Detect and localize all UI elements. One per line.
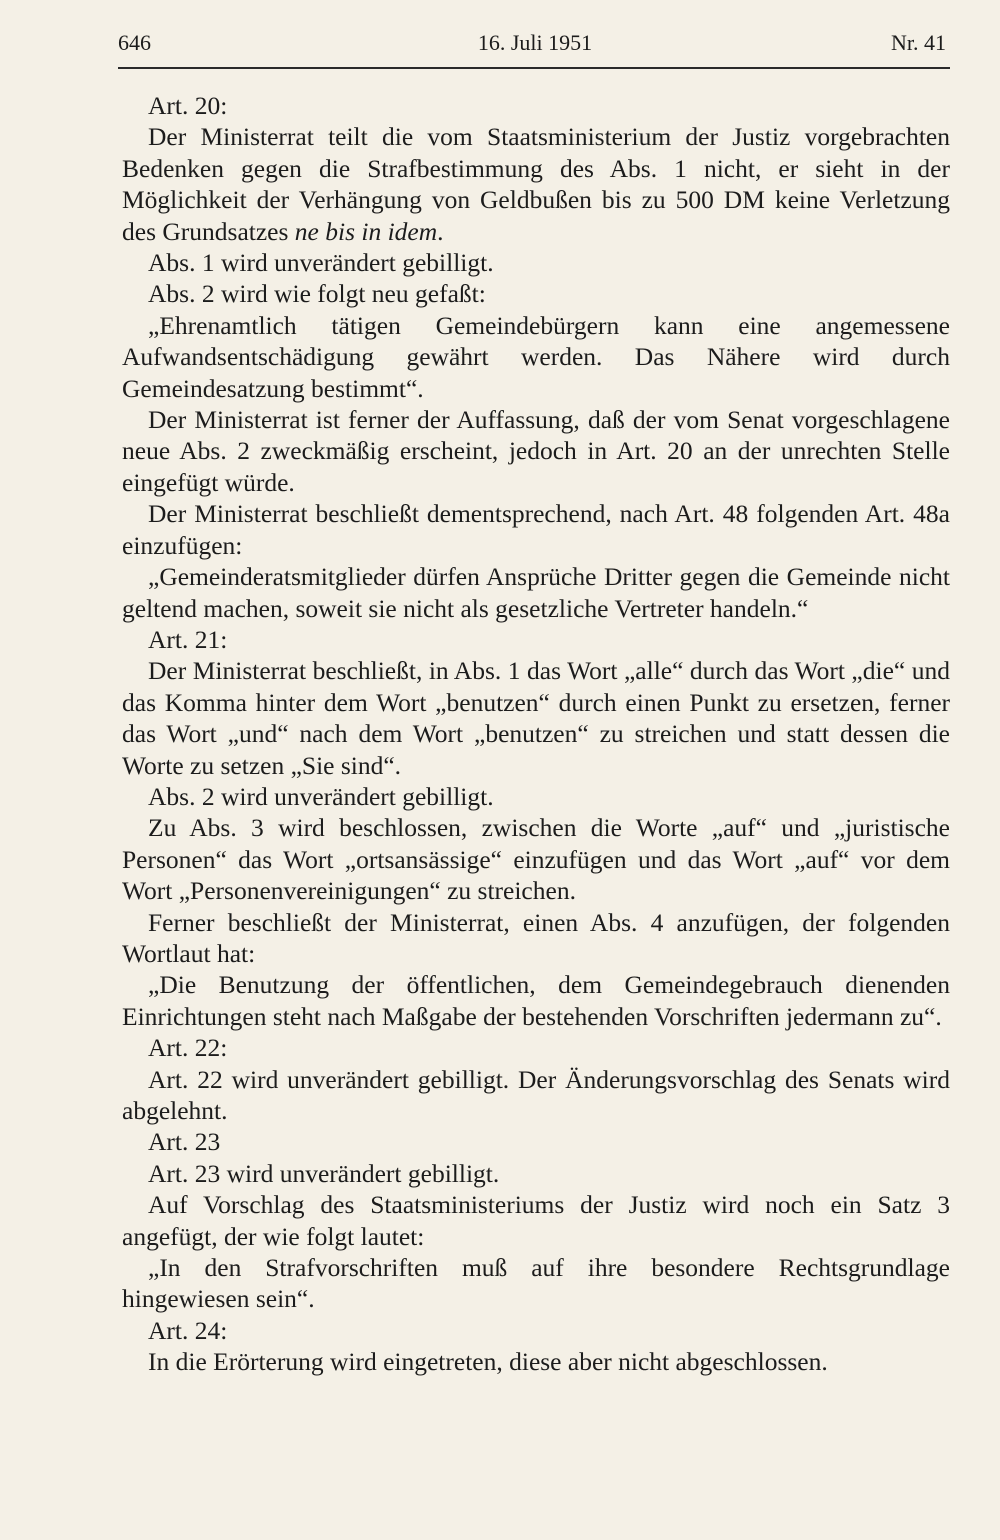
- paragraph-art24: In die Erörterung wird eingetreten, diese aber nicht abgeschlossen.: [148, 1347, 828, 1377]
- paragraph-senate-proposal: Der Ministerrat ist ferner der Auffassung, daß der vom Senat vorgeschlagene neue Abs. 2 zweckmäßig erscheint, jedoch in Art. 20 an der unrechten Stelle eingefügt würde.: [122, 405, 950, 497]
- paragraph-abs2-intro: Abs. 2 wird wie folgt neu gefaßt:: [148, 279, 486, 309]
- header-date: 16. Juli 1951: [477, 30, 593, 55]
- paragraph-art21-changes: Der Ministerrat beschließt, in Abs. 1 das Wort „alle“ durch das Wort „die“ und das Komma hinter dem Wort „benutzen“ durch einen Punkt zu ersetzen, ferner das Wort „und“ nach dem Wort „benutzen“ zu streichen und statt dessen die Worte zu setzen „Sie sind“.: [122, 656, 950, 780]
- paragraph-abs3-changes: Zu Abs. 3 wird beschlossen, zwischen die Worte „auf“ und „juristische Personen“ das Wort „ortsansässige“ einzufügen und das Wort „auf“ vor dem Wort „Personenvereinigungen“ zu streichen.: [122, 813, 950, 906]
- paragraph-art48a-intro: Der Ministerrat beschließt dementsprechend, nach Art. 48 folgenden Art. 48a einzufügen:: [122, 499, 950, 560]
- issue-number: Nr. 41: [891, 30, 946, 55]
- paragraph-art22: Art. 22 wird unverändert gebilligt. Der Änderungsvorschlag des Senats wird abgelehnt.: [122, 1064, 950, 1125]
- quote-abs4: „Die Benutzung der öffentlichen, dem Gemeindegebrauch dienenden Einrichtungen steht nach Maßgabe der bestehenden Vorschriften jedermann zu“.: [122, 970, 950, 1031]
- paragraph-art23-approved: Art. 23 wird unverändert gebilligt.: [148, 1158, 500, 1188]
- heading-art-21: Art. 21:: [148, 624, 228, 654]
- quote-art48a: „Gemeinderatsmitglieder dürfen Ansprüche Dritter gegen die Gemeinde nicht geltend machen, soweit sie nicht als gesetzliche Vertreter handeln.“: [122, 562, 950, 623]
- quote-art23: „In den Strafvorschriften muß auf ihre besondere Rechtsgrundlage hingewiesen sein“.: [122, 1253, 950, 1314]
- header-rule: [118, 67, 950, 69]
- paragraph-abs2-approved: Abs. 2 wird unverändert gebilligt.: [148, 781, 494, 811]
- text-segment: Der Ministerrat teilt die vom Staatsministerium der Justiz vorgebrachten Bedenken gegen die Strafbestimmung des Abs. 1 nicht, er sieht in der Möglichkeit der Verhängung von Geldbußen bis zu 500 DM keine Verletzung des Grundsatzes: [122, 122, 950, 246]
- heading-art-24: Art. 24:: [148, 1315, 228, 1345]
- page-body: [122, 90, 950, 1378]
- latin-phrase: ne bis in idem: [294, 216, 438, 246]
- heading-art-22: Art. 22:: [148, 1033, 228, 1063]
- paragraph-art20-objection: [122, 121, 950, 247]
- text-segment: .: [437, 216, 444, 246]
- page-number: 646: [118, 30, 151, 55]
- paragraph-abs4-intro: Ferner beschließt der Ministerrat, einen Abs. 4 anzufügen, der folgenden Wortlaut hat:: [122, 907, 950, 968]
- paragraph-art23-proposal: Auf Vorschlag des Staatsministeriums der Justiz wird noch ein Satz 3 angefügt, der wie folgt lautet:: [122, 1190, 950, 1251]
- heading-art-23: Art. 23: [148, 1127, 221, 1157]
- page-header: [118, 26, 952, 66]
- heading-art-20: Art. 20:: [148, 91, 228, 120]
- paragraph-abs1-approved: Abs. 1 wird unverändert gebilligt.: [148, 248, 494, 278]
- quote-abs2: „Ehrenamtlich tätigen Gemeindebürgern kann eine angemessene Aufwandsentschädigung gewährt werden. Das Nähere wird durch Gemeindesatzung bestimmt“.: [122, 310, 950, 403]
